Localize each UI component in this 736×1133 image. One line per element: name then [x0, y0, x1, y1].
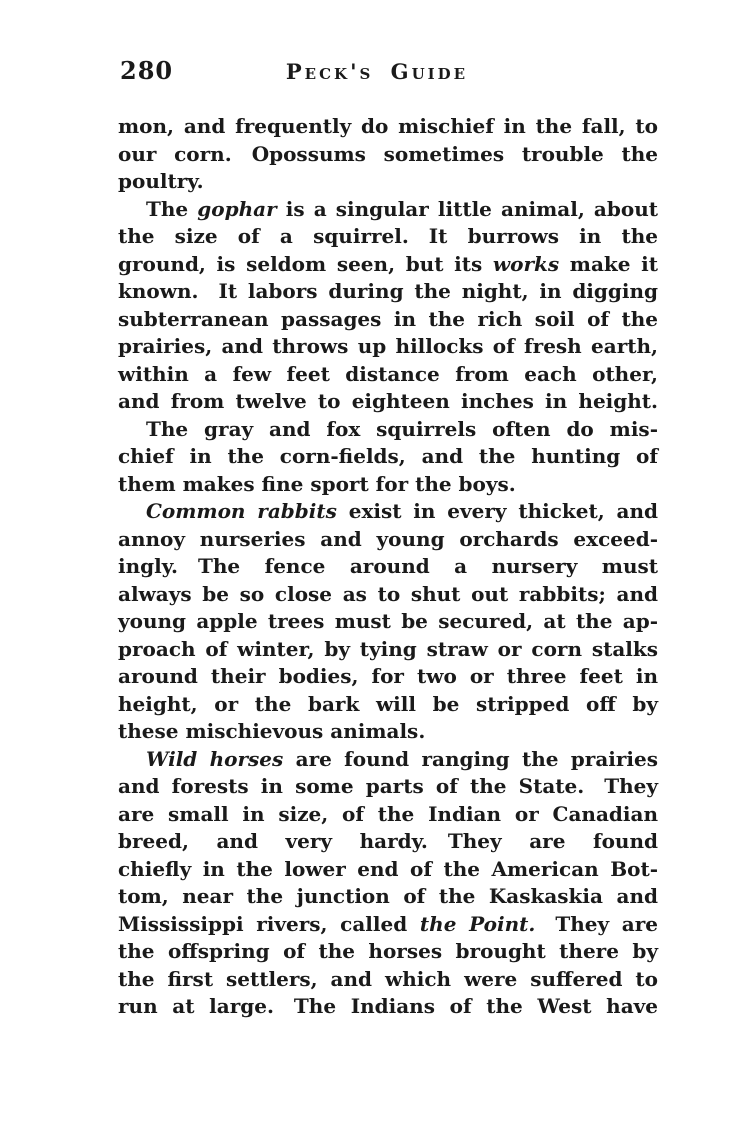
running-head: [118, 56, 658, 86]
text-segment: the offspring of the horses brought there by: [118, 939, 658, 963]
text-segment: known. It labors during the night, in digging: [118, 279, 658, 303]
text-line: [118, 718, 658, 746]
text-segment: make it: [559, 251, 658, 276]
text-line: [118, 801, 658, 829]
text-segment: tom, near the junction of the Kaskaskia and: [118, 884, 658, 908]
body-text: [118, 113, 658, 1021]
text-line: [118, 636, 658, 664]
text-line: [118, 746, 658, 774]
text-segment: breed, and very hardy. They are found: [118, 829, 658, 853]
text-segment: annoy nurseries and young orchards exceed-: [118, 526, 658, 551]
text-line: [118, 223, 658, 251]
text-line: [118, 608, 658, 636]
italic-text-segment: works: [492, 251, 560, 276]
text-line: [118, 691, 658, 719]
text-segment: are small in size, of the Indian or Canadian: [118, 801, 658, 826]
text-segment: exist in every thicket, and: [336, 499, 658, 523]
text-segment: The: [146, 196, 198, 221]
text-segment: is a singular little animal, about: [276, 196, 658, 221]
text-line: [118, 278, 658, 306]
text-line: [118, 883, 658, 911]
text-line: [118, 196, 658, 224]
text-segment: height, or the bark will be stripped off by: [118, 691, 658, 716]
text-segment: them makes fine sport for the boys.: [118, 471, 516, 496]
page-number: 280: [120, 56, 174, 85]
text-segment: the first settlers, and which were suffered to: [118, 966, 658, 991]
text-line: [118, 663, 658, 691]
text-line: [118, 416, 658, 444]
italic-text-segment: Common rabbits: [146, 499, 337, 523]
text-line: [118, 443, 658, 471]
text-segment: and from twelve to eighteen inches in height.: [118, 389, 658, 413]
text-line: [118, 498, 658, 526]
text-segment: proach of winter, by tying straw or corn stalks: [118, 636, 658, 661]
text-line: [118, 141, 658, 169]
text-line: [118, 333, 658, 361]
text-line: [118, 251, 658, 279]
text-segment: chief in the corn-fields, and the hunting of: [118, 444, 658, 468]
text-segment: always be so close as to shut out rabbits; and: [118, 581, 658, 606]
text-segment: our corn. Opossums sometimes trouble the: [118, 141, 658, 166]
text-segment: ground, is seldom seen, but its: [118, 251, 493, 276]
text-segment: mon, and frequently do mischief in the fall, to: [118, 114, 658, 138]
text-segment: subterranean passages in the rich soil of the: [118, 306, 658, 331]
italic-text-segment: Wild horses: [146, 746, 284, 771]
text-line: [118, 526, 658, 554]
text-segment: prairies, and throws up hillocks of fresh earth,: [118, 334, 658, 358]
text-line: [118, 773, 658, 801]
text-line: [118, 306, 658, 334]
text-line: [118, 168, 658, 196]
text-line: [118, 828, 658, 856]
text-line: [118, 113, 658, 141]
text-segment: ingly. The fence around a nursery must: [118, 554, 658, 578]
text-segment: run at large. The Indians of the West have: [118, 994, 658, 1018]
text-line: [118, 361, 658, 389]
text-line: [118, 856, 658, 884]
text-segment: poultry.: [118, 169, 204, 193]
text-line: [118, 993, 658, 1021]
text-segment: Mississippi rivers, called: [118, 911, 420, 936]
italic-text-segment: the Point.: [419, 911, 536, 936]
text-segment: around their bodies, for two or three feet in: [118, 664, 658, 688]
text-line: [118, 471, 658, 499]
text-line: [118, 581, 658, 609]
text-segment: They are: [535, 911, 658, 936]
text-segment: the size of a squirrel. It burrows in the: [118, 224, 658, 248]
text-line: [118, 966, 658, 994]
text-segment: chiefly in the lower end of the American Bot-: [118, 856, 658, 881]
italic-text-segment: gophar: [197, 196, 277, 221]
text-segment: these mischievous animals.: [118, 719, 426, 743]
running-title: Peck's Guide: [285, 59, 469, 84]
text-segment: within a few feet distance from each other,: [118, 361, 658, 386]
text-line: [118, 911, 658, 939]
text-segment: young apple trees must be secured, at the ap-: [118, 609, 658, 633]
text-segment: The gray and fox squirrels often do mis-: [146, 416, 658, 441]
text-segment: are found ranging the prairies: [283, 746, 658, 771]
text-line: [118, 938, 658, 966]
text-line: [118, 553, 658, 581]
text-line: [118, 388, 658, 416]
text-segment: and forests in some parts of the State. They: [118, 774, 658, 798]
